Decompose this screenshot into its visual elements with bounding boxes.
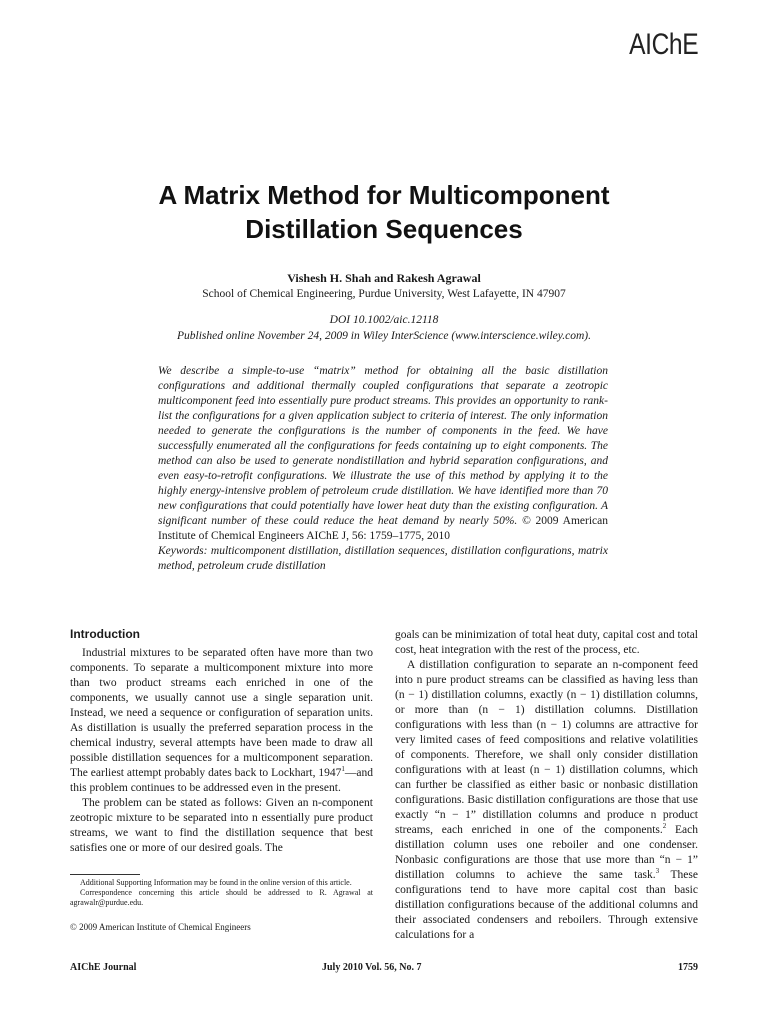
- footer-journal: AIChE Journal: [70, 962, 137, 973]
- footer-issue: July 2010 Vol. 56, No. 7: [322, 962, 422, 973]
- citation-3[interactable]: 3: [655, 867, 660, 876]
- intro-paragraph-2: The problem can be stated as follows: Given an n-component zeotropic mixture to be separated into n essentially pure product streams, we want to find the distillation sequence that best satisfies one or more of our desired goals. The: [70, 797, 373, 854]
- abstract: [158, 364, 608, 574]
- footnotes: [70, 878, 373, 908]
- abstract-text: We describe a simple-to-use “matrix” method for obtaining all the basic distillation configurations and additional thermally coupled configurations that separate a zeotropic multicomponent feed into essentially pure product streams. This provides an opportunity to rank-list the configurations for a given application subject to criteria of interest. The only information needed to generate the configurations is the number of components in the feed. We have successfully enumerated all the configurations for feeds containing up to eight components. The method can also be used to generate nondistillation and hybrid separation configurations, and even easy-to-retrofit configurations. We illustrate the use of this method by applying it to the highly energy-intensive problem of petroleum crude distillation. We have identified more than 70 new configurations that could potentially have lower heat duty than the existing configuration. A significant number of these could reduce the heat demand by nearly 50%.: [158, 365, 608, 527]
- abstract-copyright: © 2009 American Institute of Chemical Engineers: [158, 515, 608, 542]
- column-right: [395, 628, 698, 943]
- affiliation: School of Chemical Engineering, Purdue University, West Lafayette, IN 47907: [202, 288, 566, 300]
- title-line-1: A Matrix Method for Multicomponent: [158, 180, 610, 210]
- footer-page-number: 1759: [678, 962, 698, 973]
- citation-2[interactable]: 2: [662, 822, 667, 831]
- intro-paragraph-1: Industrial mixtures to be separated often have more than two components. To separate a multicomponent mixture into more than two product streams each enriched in one of the components, we usually cannot use a single separation unit. Instead, we need a sequence or configuration of separation units. As distillation is usually the preferred separation process in the chemical industry, several attempts have been made to draw all possible distillation sequences for a multicomponent separation. The earliest attempt probably dates back to Lockhart, 1947$^1$—and this problem continues to be addressed even in the present.: [70, 647, 373, 794]
- section-heading-introduction: Introduction: [70, 627, 140, 641]
- title-line-2: Distillation Sequences: [245, 214, 523, 244]
- journal-logo: AIChE: [628, 28, 698, 61]
- intro-paragraph-3: goals can be minimization of total heat duty, capital cost and total cost, heat integration with the rest of the process, etc.: [395, 629, 698, 656]
- copyright-line: © 2009 American Institute of Chemical Engineers: [70, 922, 251, 932]
- footnote-correspondence: Correspondence concerning this article should be addressed to R. Agrawal at agrawalr@purdue.edu.: [70, 888, 373, 907]
- abstract-citation: AIChE J, 56: 1759–1775, 2010: [306, 530, 450, 542]
- citation-1[interactable]: 1: [341, 765, 345, 774]
- doi[interactable]: DOI 10.1002/aic.12118: [329, 314, 439, 326]
- column-left: [70, 646, 373, 856]
- authors: Vishesh H. Shah and Rakesh Agrawal: [287, 271, 481, 285]
- intro-paragraph-4: A distillation configuration to separate an n-component feed into n pure product streams can be classified as having less than (n − 1) distillation columns, exactly (n − 1) distillation columns, or more than (n − 1) distillation columns. Distillation configurations with less than (n − 1) columns are attractive for very limited cases of feed compositions and relative volatilities of components. Therefore, we shall only consider distillation configurations with at least (n − 1) distillation columns, which can further be classified as either basic or nonbasic distillation configurations. Basic distillation configurations are those that use exactly “n − 1” distillation columns and produce n product streams, each enriched in one of the components.$^2$ Each distillation column uses one reboiler and one condenser. Nonbasic configurations are those that use more than “n − 1” distillation columns to achieve the same task.$^3$ These configurations tend to have more capital cost than basic distillation configurations because of the additional columns and their associated condensers and reboilers. Through extensive calculations for a: [395, 659, 699, 941]
- footnote-supporting-info: Additional Supporting Information may be found in the online version of this article.: [80, 878, 352, 887]
- keywords: Keywords: multicomponent distillation, distillation sequences, distillation configurations, matrix method, petroleum crude distillation: [158, 545, 608, 572]
- publication-info: Published online November 24, 2009 in Wiley InterScience (www.interscience.wiley.com).: [177, 330, 591, 342]
- paper-title: [0, 178, 768, 246]
- footnote-divider: [70, 874, 140, 875]
